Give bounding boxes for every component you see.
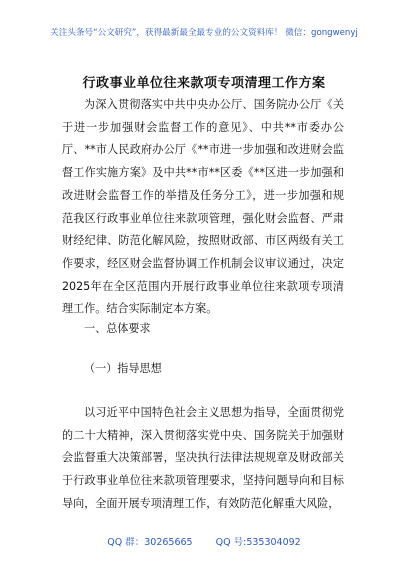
body-paragraph-2: [62, 402, 344, 516]
contact-footer: [0, 534, 408, 548]
document-title: 行政事业单位往来款项专项清理工作方案: [82, 76, 326, 91]
paragraph-text: 以习近平中国特色社会主义思想为指导，全面贯彻党的二十大精神，深入贯彻落实党中央、国务院关于加强财会监督重大决策部署，坚决执行法律法规规章及财政部关于行政事业单位往来款项管理要求，坚持问题导向和目标导向，全面开展专项清理工作，有效防范化解重大风险，: [62, 406, 344, 510]
promo-banner: 关注头条号“公文研究”，获得最新最全最专业的公文资料库！ 微信：gongwenyj: [50, 28, 358, 38]
body-paragraph-1: [62, 94, 344, 321]
section-heading: 一、总体要求: [84, 322, 151, 335]
paragraph-text: 为深入贯彻落实中共中央办公厅、国务院办公厅《关于进一步加强财会监督工作的意见》、中共**市委办公厅、**市人民政府办公厅《**市进一步加强和改进财会监督工作实施方案》及中共**市**区委《**区进一步加强和改进财会监督工作的举措及任务分工》，进一步加强和规范我区行政事业单位往来款项管理，强化财会监督、严肃财经纪律、防范化解风险，按照财政部、市区两级有关工作要求，经区财会监督协调工作机制会议审议通过，决定2025年在全区范围内开展行政事业单位往来款项专项清理工作。结合实际制定本方案。: [62, 98, 344, 316]
qq-number-text: QQ 号:535304092: [215, 537, 301, 548]
subsection-heading: （一）指导思想: [84, 362, 162, 375]
qq-group-text: QQ 群：30265665: [107, 537, 193, 548]
